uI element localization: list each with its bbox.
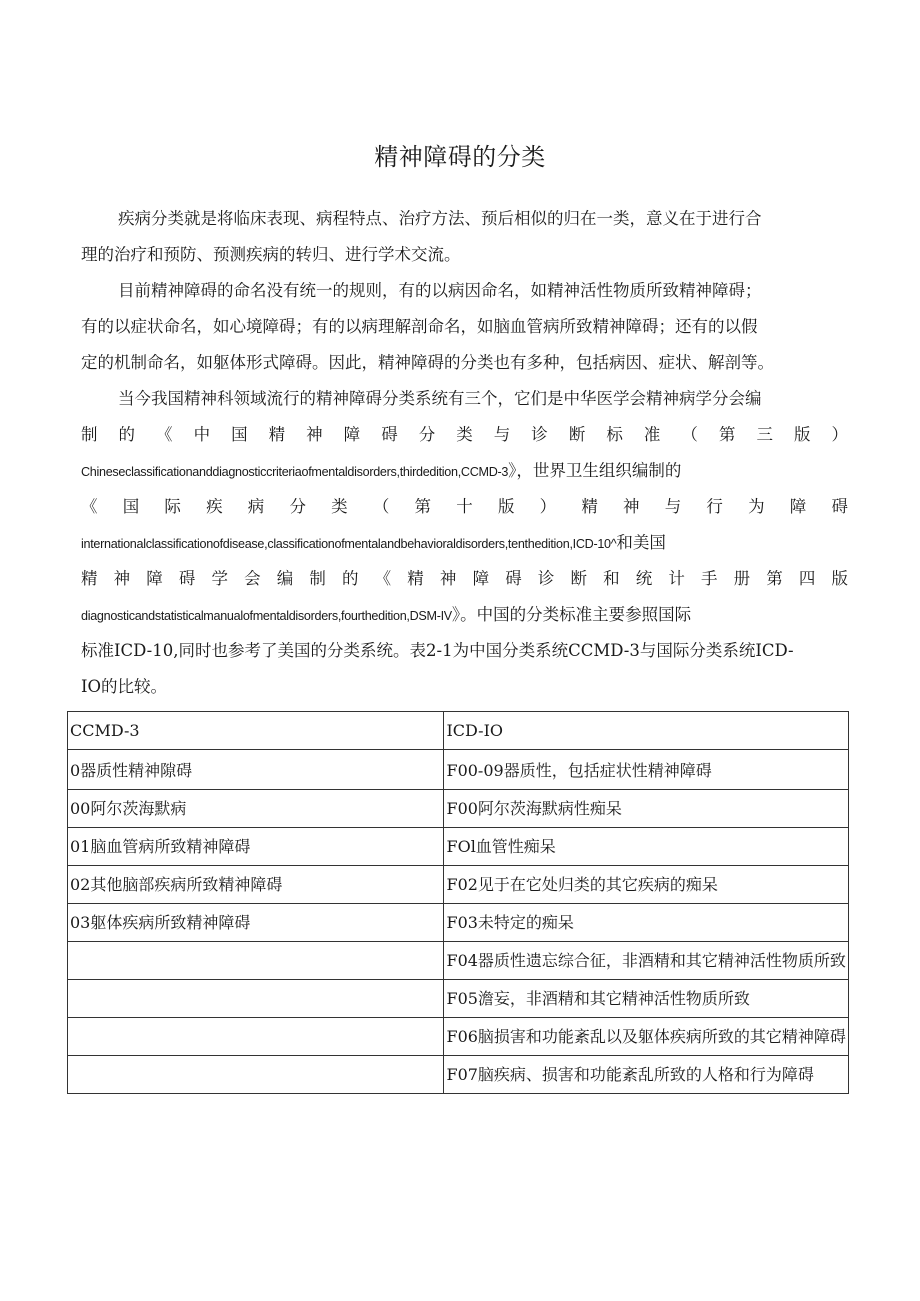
table-row [68,942,849,980]
table-cell-ccmd3 [68,942,444,980]
table-row [68,980,849,1018]
table-cell-ccmd3: 02其他脑部疾病所致精神障碍 [68,866,444,904]
table-cell-ccmd3: 01脑血管病所致精神障碍 [68,828,444,866]
paragraph-2-line-1: 目前精神障碍的命名没有统一的规则，有的以病因命名，如精神活性物质所致精神障碍； [118,281,762,300]
table-row [68,790,849,828]
paragraph-3-line-4: 《国际疾病分类（第十版）精神与行为障碍 [81,497,848,516]
table-header-row [68,712,849,750]
table-cell-icd10: F06脑损害和功能紊乱以及躯体疾病所致的其它精神障碍 [444,1018,849,1056]
paragraph-3-line-5 [81,525,848,561]
ccmd3-english-title: Chineseclassificationanddiagnosticcriteriaofmentaldisorders,thirdedition,CCMD-3 [81,465,509,479]
table-cell-icd10: F00-09器质性，包括症状性精神障碍 [444,750,849,790]
paragraph-3-line-2: 制的《中国精神障碍分类与诊断标准（第三版） [81,425,848,444]
table-cell-icd10: F02见于在它处归类的其它疾病的痴呆 [444,866,849,904]
page-title: 精神障碍的分类 [374,143,546,171]
table-cell-ccmd3 [68,1056,444,1094]
paragraph-3-line-7-tail: 》。中国的分类标准主要参照国际 [451,605,692,624]
table-row [68,750,849,790]
table-cell-icd10: F05澹妄，非酒精和其它精神活性物质所致 [444,980,849,1018]
comparison-table [67,711,849,1094]
table-header-ccmd3: CCMD-3 [68,712,444,750]
paragraph-3-line-3-tail: 》，世界卫生组织编制的 [508,461,682,480]
table-cell-icd10: F00阿尔茨海默病性痴呆 [444,790,849,828]
table-cell-ccmd3 [68,980,444,1018]
table-row [68,904,849,942]
table-cell-icd10: F04器质性遗忘综合征，非酒精和其它精神活性物质所致 [444,942,849,980]
paragraph-3-line-5-tail: 和美国 [616,533,666,552]
table-cell-ccmd3: 0器质性精神隙碍 [68,750,444,790]
table-row [68,1056,849,1094]
paragraph-3-line-6: 精神障碍学会编制的《精神障碍诊断和统计手册第四版 [81,569,848,588]
paragraph-2-line-2: 有的以症状命名，如心境障碍；有的以病理解剖命名，如脑血管病所致精神障碍；还有的以假 [81,317,758,336]
table-row [68,1018,849,1056]
table-cell-icd10: F07脑疾病、损害和功能紊乱所致的人格和行为障碍 [444,1056,849,1094]
paragraph-3-line-8: 标准ICD-10,同时也参考了美国的分类系统。表2-1为中国分类系统CCMD-3与国际分类系统ICD- [81,641,794,660]
paragraph-3-line-7 [81,597,848,633]
table-cell-ccmd3 [68,1018,444,1056]
paragraph-1-line-2: 理的治疗和预防、预测疾病的转归、进行学术交流。 [81,245,461,264]
dsm4-english-title: diagnosticandstatisticalmanualofmentaldisorders,fourthedition,DSM-IV [81,609,452,623]
table-row [68,866,849,904]
paragraph-3-line-3 [81,453,848,489]
table-row [68,828,849,866]
paragraph-3-line-9: IO的比较。 [81,677,168,696]
table-cell-ccmd3: 00阿尔茨海默病 [68,790,444,828]
paragraph-3-line-1: 当今我国精神科领域流行的精神障碍分类系统有三个，它们是中华医学会精神病学分会编 [118,389,762,408]
icd10-english-title: internationalclassificationofdisease,classificationofmentalandbehavioraldisorders,tenthedition,ICD-10^ [81,537,617,551]
table-cell-ccmd3: 03躯体疾病所致精神障碍 [68,904,444,942]
table-cell-icd10: FOl血管性痴呆 [444,828,849,866]
table-cell-icd10: F03未特定的痴呆 [444,904,849,942]
paragraph-1-line-1: 疾病分类就是将临床表现、病程特点、治疗方法、预后相似的归在一类，意义在于进行合 [118,209,762,228]
paragraph-2-line-3: 定的机制命名，如躯体形式障碍。因此，精神障碍的分类也有多种，包括病因、症状、解剖等。 [81,353,774,372]
table-header-icd10: ICD-IO [444,712,849,750]
